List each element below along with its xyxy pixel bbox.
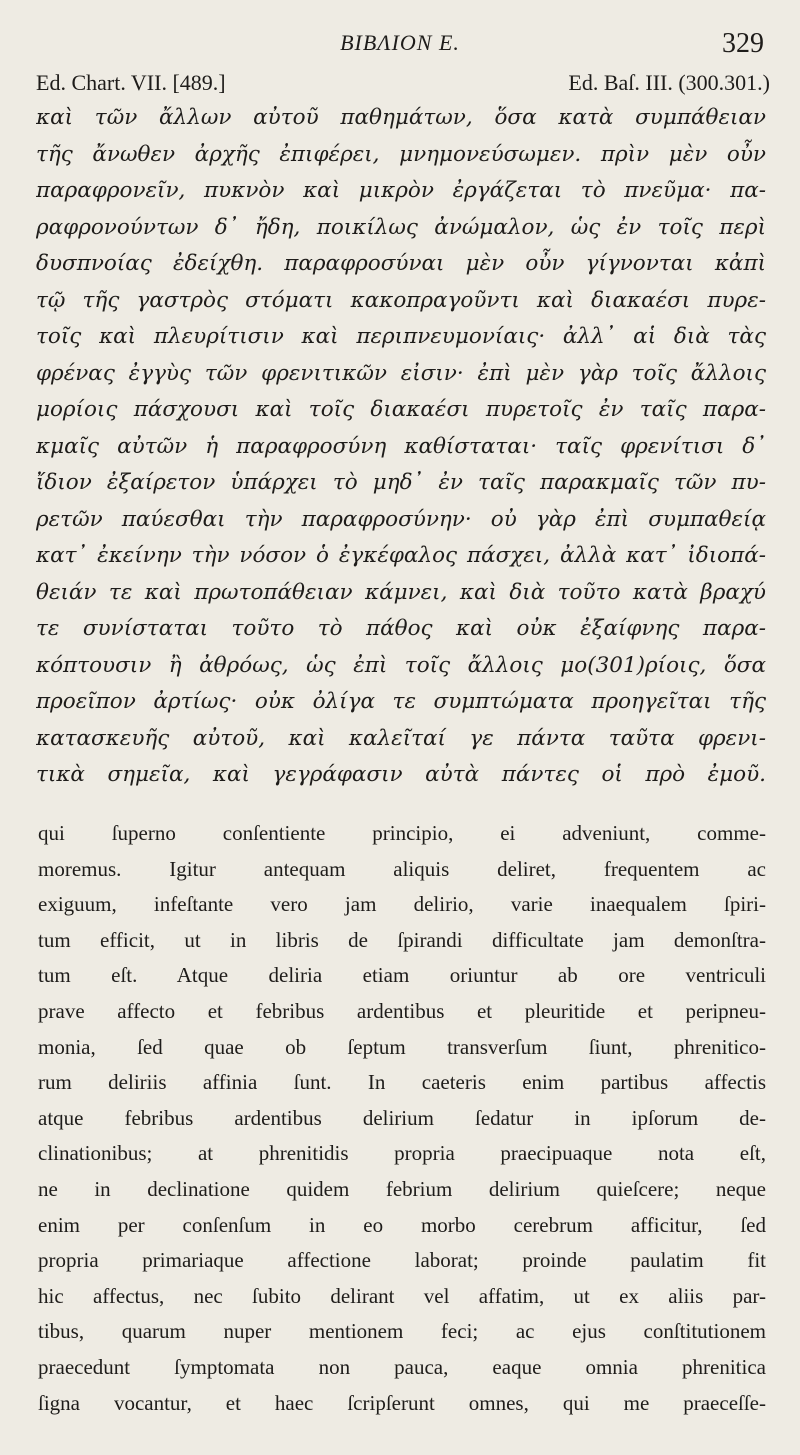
edition-references (36, 70, 770, 98)
edition-basel: Ed. Baſ. III. (300.301.) (568, 70, 770, 95)
latin-text-line: hic affectus, nec ſubito delirant vel affatim, ut ex aliis par- (38, 1283, 766, 1308)
edition-chartier: Ed. Chart. VII. [489.] (36, 70, 226, 95)
latin-text-line: prave affecto et febribus ardentibus et pleuritide et peripneu- (38, 998, 766, 1023)
latin-text-block (38, 816, 766, 1421)
latin-text-line: moremus. Igitur antequam aliquis deliret, frequentem ac (38, 856, 766, 881)
greek-text-line: κόπτουσιν ἢ ἀθρόως, ὡς ἐπὶ τοῖς ἄλλοις μο(301)ρίοις, ὅσα (36, 652, 766, 678)
greek-text-line: τε συνίσταται τοῦτο τὸ πάθος καὶ οὐκ ἐξαίφνης παρα- (36, 616, 766, 641)
greek-text-line: κατασκευῆς αὐτοῦ, καὶ καλεῖταί γε πάντα ταῦτα φρενι- (36, 725, 766, 751)
greek-text-line: τοῖς καὶ πλευρίτισιν καὶ περιπνευμονίαις· ἀλλ᾽ αἱ διὰ τὰς (36, 324, 766, 349)
greek-text-line: τῆς ἄνωθεν ἀρχῆς ἐπιφέρει, μνημονεύσωμεν. πρὶν μὲν οὖν (36, 141, 766, 167)
greek-text-block (36, 100, 766, 794)
latin-text-line: atque febribus ardentibus delirium ſedatur in ipſorum de- (38, 1105, 766, 1130)
latin-text-line: rum deliriis affinia ſunt. In caeteris enim partibus affectis (38, 1070, 766, 1095)
greek-text-line: θειάν τε καὶ πρωτοπάθειαν κάμνει, καὶ διὰ τοῦτο κατὰ βραχύ (36, 579, 766, 605)
greek-text-line: τῷ τῆς γαστρὸς στόματι κακοπραγοῦντι καὶ διακαέσι πυρε- (36, 287, 766, 313)
greek-text-line: ρετῶν παύεσθαι τὴν παραφροσύνην· οὐ γὰρ ἐπὶ συμπαθείᾳ (36, 506, 766, 532)
latin-text-line: ſigna vocantur, et haec ſcripſerunt omnes, qui me praeceſſe- (38, 1390, 766, 1415)
latin-text-line: ne in declinatione quidem febrium delirium quieſcere; neque (38, 1176, 766, 1201)
latin-text-line: propria primariaque affectione laborat; proinde paulatim fit (38, 1248, 766, 1273)
book-title: ΒΙΒΛΙΟΝ Ε. (340, 30, 460, 55)
greek-text-line: φρένας ἐγγὺς τῶν φρενιτικῶν εἰσιν· ἐπὶ μὲν γὰρ τοῖς ἄλλοις (36, 360, 766, 386)
latin-text-line: enim per conſenſum in eo morbo cerebrum afficitur, ſed (38, 1212, 766, 1237)
greek-text-line: παραφρονεῖν, πυκνὸν καὶ μικρὸν ἐργάζεται τὸ πνεῦμα· πα- (36, 178, 766, 203)
greek-text-line: μορίοις πάσχουσι καὶ τοῖς διακαέσι πυρετοῖς ἐν ταῖς παρα- (36, 397, 766, 422)
greek-text-line: ραφρονούντων δ᾽ ἤδη, ποικίλως ἀνώμαλον, ὡς ἐν τοῖς περὶ (36, 214, 766, 240)
latin-text-line: praecedunt ſymptomata non pauca, eaque omnia phrenitica (38, 1354, 766, 1379)
greek-text-line: τικὰ σημεῖα, καὶ γεγράφασιν αὐτὰ πάντες οἱ πρὸ ἐμοῦ. (36, 762, 766, 787)
latin-text-line: monia, ſed quae ob ſeptum transverſum ſiunt, phreniticо- (38, 1034, 766, 1059)
running-head (0, 30, 800, 60)
greek-text-line: δυσπνοίας ἐδείχθη. παραφροσύναι μὲν οὖν γίγνονται κἀπὶ (36, 251, 766, 276)
latin-text-line: tum efficit, ut in libris de ſpirandi difficultate jam demonſtra- (38, 927, 766, 952)
greek-text-line: κμαῖς αὐτῶν ἡ παραφροσύνη καθίσταται· ταῖς φρενίτισι δ᾽ (36, 433, 766, 459)
latin-text-line: tum eſt. Atque deliria etiam oriuntur ab ore ventriculi (38, 963, 766, 988)
latin-text-line: tibus, quarum nuper mentionem feci; ac ejus conſtitutionem (38, 1319, 766, 1344)
latin-text-line: exiguum, infeſtante vero jam delirio, varie inaequalem ſpiri- (38, 892, 766, 917)
page-number: 329 (722, 28, 764, 59)
greek-text-line: καὶ τῶν ἄλλων αὐτοῦ παθημάτων, ὅσα κατὰ συμπάθειαν (36, 105, 766, 130)
greek-text-line: προεῖπον ἀρτίως· οὐκ ὀλίγα τε συμπτώματα προηγεῖται τῆς (36, 689, 766, 714)
greek-text-line: ἴδιον ἐξαίρετον ὑπάρχει τὸ μηδ᾽ ἐν ταῖς παρακμαῖς τῶν πυ- (36, 470, 766, 495)
latin-text-line: clinationibus; at phrenitidis propria praecipuaque nota eſt, (38, 1141, 766, 1166)
latin-text-line: qui ſuperno conſentiente principio, ei adveniunt, comme- (38, 821, 766, 845)
greek-text-line: κατ᾽ ἐκείνην τὴν νόσον ὁ ἐγκέφαλος πάσχει, ἀλλὰ κατ᾽ ἰδιοπά- (36, 543, 766, 568)
